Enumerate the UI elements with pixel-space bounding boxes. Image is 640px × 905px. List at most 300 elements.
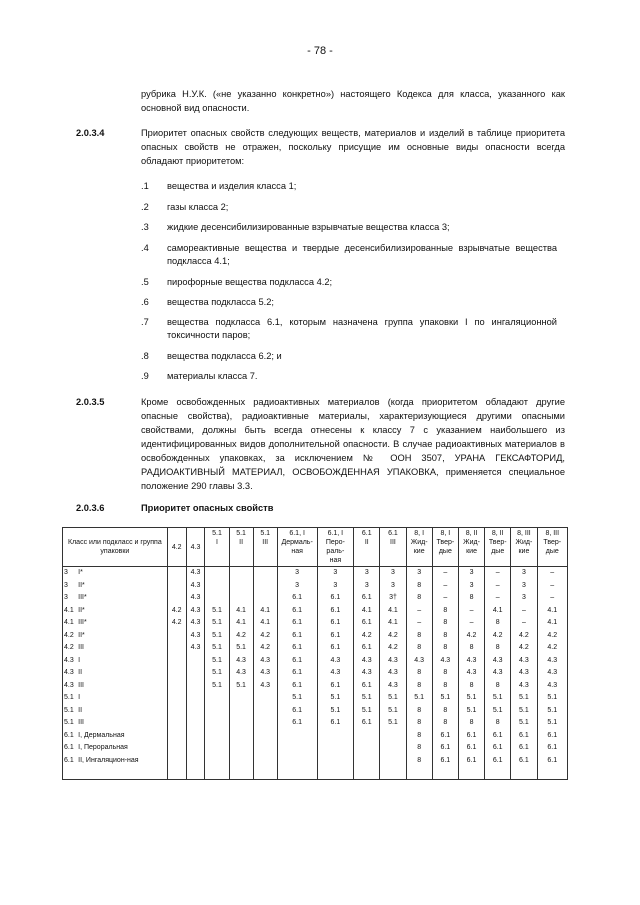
table-cell <box>205 567 229 580</box>
table-cell <box>253 717 277 730</box>
table-cell-group: II* <box>77 605 167 618</box>
table-cell-group: I, Дермальная <box>77 730 167 743</box>
table-column-header: 5.1 II <box>229 528 253 567</box>
list-item-text: вещества подкласса 6.2; и <box>167 351 282 361</box>
table-cell <box>253 592 277 605</box>
table-row <box>63 730 568 743</box>
table-cell: 5.1 <box>205 617 229 630</box>
table-cell <box>167 642 186 655</box>
table-cell <box>354 730 380 743</box>
table-cell: 8 <box>485 642 511 655</box>
table-row <box>63 692 568 705</box>
table-cell <box>167 755 186 780</box>
table-cell: 4.2 <box>511 630 537 643</box>
table-cell: 6.1 <box>317 642 354 655</box>
table-cell: 6.1 <box>537 755 568 780</box>
table-cell-class: 4.3 <box>63 680 78 693</box>
table-cell: 6.1 <box>317 605 354 618</box>
table-cell: 8 <box>485 617 511 630</box>
table-cell <box>186 655 205 668</box>
table-cell: 3 <box>406 567 432 580</box>
table-cell: 6.1 <box>458 742 484 755</box>
table-column-header: 8, II Твер- дые <box>485 528 511 567</box>
table-column-header: 4.2 <box>167 528 186 567</box>
intro-paragraph: рубрика Н.У.К. («не указанно конкретно») настоящего Кодекса для класса, указанного как основной вид опасности. <box>141 89 565 113</box>
table-cell: 6.1 <box>317 680 354 693</box>
table-cell: 5.1 <box>406 692 432 705</box>
table-cell: 6.1 <box>485 730 511 743</box>
table-cell <box>253 705 277 718</box>
table-cell: 3 <box>277 567 317 580</box>
table-row <box>63 705 568 718</box>
table-cell: 5.1 <box>380 705 406 718</box>
table-cell: 6.1 <box>317 617 354 630</box>
table-cell-group: II <box>77 705 167 718</box>
section-2035-text: Кроме освобожденных радиоактивных материалов (когда приоритетом обладают другие опасные свойства), радиоактивные материалы, характеризующиеся другими опасными свойствами, должны быть всегда отнесены к классу 7 с указанием наибольшего из идентифицированных видов дополнительной опасности. В случае радиоактивных материалов в освобожденных упаковках, за исключением № ООН 3507, УРАНА ГЕКСАФТОРИД, РАДИОАКТИВНЫЙ МАТЕРИАЛ, ОСВОБОЖДЕННАЯ УПАКОВКА, применяется специальное положение 290 главы 3.3. <box>141 397 565 491</box>
table-cell: 4.3 <box>186 617 205 630</box>
table-cell: 5.1 <box>458 692 484 705</box>
table-cell: 4.3 <box>380 667 406 680</box>
table-row <box>63 617 568 630</box>
table-cell: 6.1 <box>537 730 568 743</box>
table-cell: 8 <box>458 717 484 730</box>
table-cell <box>229 755 253 780</box>
table-cell: 4.3 <box>253 667 277 680</box>
table-cell: 4.3 <box>186 592 205 605</box>
table-cell: 4.3 <box>380 655 406 668</box>
table-cell: 8 <box>406 642 432 655</box>
table-cell-class: 6.1 <box>63 742 78 755</box>
table-cell <box>317 742 354 755</box>
table-cell: 5.1 <box>537 705 568 718</box>
table-cell <box>186 730 205 743</box>
section-number-2034: 2.0.3.4 <box>76 128 105 138</box>
table-cell: 4.2 <box>537 642 568 655</box>
table-cell: 8 <box>406 667 432 680</box>
table-cell <box>380 755 406 780</box>
table-cell: 4.2 <box>537 630 568 643</box>
table-cell: 3 <box>458 567 484 580</box>
table-header-label: Класс или подкласс и группа упаковки <box>63 528 168 567</box>
table-cell: 5.1 <box>432 692 458 705</box>
table-cell: 4.2 <box>354 630 380 643</box>
table-cell <box>205 742 229 755</box>
list-item-text: вещества и изделия класса 1; <box>167 181 297 191</box>
table-cell: 4.3 <box>511 667 537 680</box>
table-row <box>63 642 568 655</box>
table-cell-class: 5.1 <box>63 717 78 730</box>
table-cell: 4.1 <box>380 617 406 630</box>
table-cell-group: I <box>77 692 167 705</box>
table-cell: 6.1 <box>485 742 511 755</box>
table-cell: 4.2 <box>458 630 484 643</box>
table-cell: 6.1 <box>511 755 537 780</box>
table-cell: 4.2 <box>253 630 277 643</box>
table-cell: 5.1 <box>229 642 253 655</box>
table-cell: 6.1 <box>277 592 317 605</box>
table-cell: – <box>511 617 537 630</box>
table-cell: 8 <box>458 592 484 605</box>
table-cell: 4.3 <box>229 655 253 668</box>
table-cell: 6.1 <box>511 730 537 743</box>
table-cell: – <box>406 605 432 618</box>
page-number: - 78 - <box>307 45 333 57</box>
table-cell <box>205 717 229 730</box>
table-cell: 5.1 <box>537 692 568 705</box>
table-cell: 3 <box>458 580 484 593</box>
table-cell <box>167 705 186 718</box>
table-cell-class: 6.1 <box>63 755 78 780</box>
table-cell: 4.3 <box>317 667 354 680</box>
table-row <box>63 655 568 668</box>
table-cell: 4.3 <box>458 655 484 668</box>
table-cell: 6.1 <box>354 717 380 730</box>
table-cell: 8 <box>406 680 432 693</box>
table-cell-group: II* <box>77 630 167 643</box>
table-cell-class: 4.2 <box>63 630 78 643</box>
table-cell-group: II, Ингаляцион-ная <box>77 755 167 780</box>
table-cell: 4.3 <box>186 580 205 593</box>
table-cell: 5.1 <box>205 605 229 618</box>
table-cell: 4.1 <box>537 617 568 630</box>
table-row <box>63 580 568 593</box>
table-cell: 3 <box>317 567 354 580</box>
table-cell: 8 <box>432 717 458 730</box>
table-row <box>63 592 568 605</box>
table-cell-class: 3 <box>63 567 78 580</box>
table-cell: 5.1 <box>537 717 568 730</box>
table-cell: 5.1 <box>205 667 229 680</box>
table-cell: 5.1 <box>205 630 229 643</box>
table-cell: – <box>458 617 484 630</box>
table-column-header: 8, I Жид- кие <box>406 528 432 567</box>
table-cell: 5.1 <box>511 717 537 730</box>
table-cell: 5.1 <box>205 642 229 655</box>
table-cell: 4.2 <box>380 630 406 643</box>
table-cell <box>186 705 205 718</box>
list-item-text: самореактивные вещества и твердые десенсибилизированные взрывчатые вещества подкласса 4.1; <box>167 243 557 266</box>
table-cell: 5.1 <box>317 705 354 718</box>
priority-table <box>62 527 568 780</box>
table-cell: – <box>485 580 511 593</box>
table-cell <box>277 730 317 743</box>
table-cell: 4.3 <box>485 667 511 680</box>
table-cell <box>167 592 186 605</box>
table-cell: 4.1 <box>229 605 253 618</box>
table-cell: – <box>432 580 458 593</box>
table-cell: 4.3 <box>537 655 568 668</box>
table-cell: 6.1 <box>432 730 458 743</box>
table-cell: 4.1 <box>380 605 406 618</box>
table-cell: 8 <box>432 617 458 630</box>
table-cell <box>186 667 205 680</box>
table-cell <box>317 730 354 743</box>
table-header-row <box>63 528 568 567</box>
table-cell <box>205 692 229 705</box>
table-cell <box>205 730 229 743</box>
table-cell <box>167 630 186 643</box>
table-cell-class: 4.1 <box>63 617 78 630</box>
section-2034-text: Приоритет опасных свойств следующих веществ, материалов и изделий в таблице приоритета опасных свойств не отражен, поскольку присущие им основные виды опасности всегда обладают приоритетом: <box>141 128 565 166</box>
table-cell <box>229 705 253 718</box>
table-cell: 8 <box>406 580 432 593</box>
table-cell: 6.1 <box>458 730 484 743</box>
table-cell: 3 <box>277 580 317 593</box>
table-cell: – <box>432 567 458 580</box>
table-cell: 4.3 <box>317 655 354 668</box>
table-cell: 4.2 <box>253 642 277 655</box>
table-cell-group: I, Пероральная <box>77 742 167 755</box>
table-cell: 4.3 <box>432 655 458 668</box>
list-item-text: вещества подкласса 5.2; <box>167 297 274 307</box>
table-cell: 4.3 <box>186 605 205 618</box>
table-row <box>63 605 568 618</box>
table-cell: 6.1 <box>354 642 380 655</box>
table-cell <box>277 755 317 780</box>
table-cell: 6.1 <box>432 742 458 755</box>
table-cell: 8 <box>458 642 484 655</box>
table-cell <box>253 692 277 705</box>
table-cell: 8 <box>485 680 511 693</box>
table-cell-group: II* <box>77 580 167 593</box>
table-cell: – <box>537 592 568 605</box>
table-cell <box>229 592 253 605</box>
section-2036-heading: Приоритет опасных свойств <box>141 503 274 513</box>
table-cell: 4.3 <box>186 567 205 580</box>
list-item-number: .2 <box>141 202 149 212</box>
table-cell: 3 <box>511 580 537 593</box>
list-item-number: .7 <box>141 317 149 327</box>
table-cell <box>186 680 205 693</box>
table-cell: 6.1 <box>354 680 380 693</box>
table-cell: 8 <box>406 730 432 743</box>
table-cell: 6.1 <box>277 605 317 618</box>
table-row <box>63 742 568 755</box>
table-cell: 8 <box>432 642 458 655</box>
table-row <box>63 717 568 730</box>
table-cell: 4.2 <box>485 630 511 643</box>
table-cell: 5.1 <box>511 692 537 705</box>
table-column-header: 6.1 II <box>354 528 380 567</box>
table-cell: 8 <box>432 667 458 680</box>
table-cell <box>253 730 277 743</box>
table-cell: 6.1 <box>277 717 317 730</box>
table-cell: 4.1 <box>229 617 253 630</box>
table-cell: 6.1 <box>458 755 484 780</box>
table-cell: – <box>537 580 568 593</box>
table-cell-group: III* <box>77 592 167 605</box>
table-cell: 6.1 <box>354 592 380 605</box>
table-cell <box>167 717 186 730</box>
table-cell: 6.1 <box>354 617 380 630</box>
table-cell: 4.3 <box>537 667 568 680</box>
table-cell: – <box>511 605 537 618</box>
table-cell: – <box>537 567 568 580</box>
table-cell <box>186 692 205 705</box>
table-cell: 5.1 <box>317 692 354 705</box>
table-cell <box>253 755 277 780</box>
table-cell <box>354 755 380 780</box>
table-cell <box>253 742 277 755</box>
table-cell: 3 <box>317 580 354 593</box>
list-item-number: .5 <box>141 277 149 287</box>
table-cell: 5.1 <box>354 692 380 705</box>
table-cell-class: 4.3 <box>63 667 78 680</box>
table-cell: 6.1 <box>537 742 568 755</box>
table-cell: 6.1 <box>277 642 317 655</box>
table-cell-group: III <box>77 717 167 730</box>
table-cell: 5.1 <box>205 680 229 693</box>
table-cell: 3† <box>380 592 406 605</box>
table-column-header: 8, II Жид- кие <box>458 528 484 567</box>
table-cell: 4.3 <box>186 642 205 655</box>
table-cell-group: II <box>77 667 167 680</box>
table-cell: – <box>485 567 511 580</box>
table-cell <box>354 742 380 755</box>
table-column-header: 8, III Твер- дые <box>537 528 568 567</box>
list-item-number: .6 <box>141 297 149 307</box>
table-cell <box>229 730 253 743</box>
table-cell <box>317 755 354 780</box>
table-cell <box>229 742 253 755</box>
table-cell: 4.2 <box>380 642 406 655</box>
table-cell <box>167 655 186 668</box>
table-cell: 5.1 <box>229 680 253 693</box>
table-cell: 6.1 <box>511 742 537 755</box>
table-cell: 3 <box>354 567 380 580</box>
table-cell: 4.3 <box>253 655 277 668</box>
table-cell: 5.1 <box>205 655 229 668</box>
list-item-number: .4 <box>141 243 149 253</box>
table-cell <box>205 755 229 780</box>
table-cell: – <box>485 592 511 605</box>
section-number-2036: 2.0.3.6 <box>76 503 105 513</box>
table-cell-class: 3 <box>63 580 78 593</box>
table-cell <box>253 580 277 593</box>
table-cell: 4.3 <box>186 630 205 643</box>
table-cell: 3 <box>511 567 537 580</box>
table-cell-group: I <box>77 655 167 668</box>
table-cell: 4.2 <box>229 630 253 643</box>
table-cell: 5.1 <box>485 705 511 718</box>
table-cell-class: 4.1 <box>63 605 78 618</box>
table-column-header: 8, III Жид- кие <box>511 528 537 567</box>
table-cell-class: 5.1 <box>63 692 78 705</box>
table-cell: 5.1 <box>485 692 511 705</box>
table-cell: 8 <box>432 630 458 643</box>
table-cell: 8 <box>406 755 432 780</box>
table-cell: 8 <box>432 605 458 618</box>
table-cell: 8 <box>458 680 484 693</box>
table-cell <box>167 742 186 755</box>
table-cell <box>253 567 277 580</box>
table-cell <box>277 742 317 755</box>
list-item-text: материалы класса 7. <box>167 371 258 381</box>
table-cell-class: 4.3 <box>63 655 78 668</box>
table-cell-group: III <box>77 680 167 693</box>
table-cell <box>229 567 253 580</box>
table-cell: 3 <box>354 580 380 593</box>
table-row <box>63 680 568 693</box>
table-cell: 4.2 <box>167 605 186 618</box>
table-cell <box>186 755 205 780</box>
list-item-text: жидкие десенсибилизированные взрывчатые вещества класса 3; <box>167 222 450 232</box>
table-cell <box>167 567 186 580</box>
table-cell: – <box>432 592 458 605</box>
table-cell <box>229 692 253 705</box>
section-number-2035: 2.0.3.5 <box>76 397 105 407</box>
table-cell <box>229 580 253 593</box>
table-cell: 8 <box>432 705 458 718</box>
table-cell-group: III <box>77 642 167 655</box>
table-cell: 8 <box>432 680 458 693</box>
table-cell <box>167 667 186 680</box>
table-cell: 4.1 <box>537 605 568 618</box>
table-column-header: 4.3 <box>186 528 205 567</box>
table-cell: 8 <box>406 630 432 643</box>
table-cell: 3 <box>380 580 406 593</box>
table-cell: 4.3 <box>537 680 568 693</box>
list-item-text: пирофорные вещества подкласса 4.2; <box>167 277 333 287</box>
table-cell: 4.3 <box>229 667 253 680</box>
table-cell: 6.1 <box>277 705 317 718</box>
table-column-header: 5.1 I <box>205 528 229 567</box>
table-cell: 4.3 <box>511 655 537 668</box>
table-column-header: 8, I Твер- дые <box>432 528 458 567</box>
table-cell <box>186 742 205 755</box>
table-cell: 6.1 <box>277 680 317 693</box>
table-cell: 4.2 <box>167 617 186 630</box>
table-cell: 6.1 <box>317 592 354 605</box>
table-cell: 4.3 <box>354 655 380 668</box>
table-row <box>63 667 568 680</box>
table-row <box>63 755 568 780</box>
table-cell: 6.1 <box>317 630 354 643</box>
table-cell: 5.1 <box>458 705 484 718</box>
table-cell: 8 <box>485 717 511 730</box>
table-cell: 6.1 <box>432 755 458 780</box>
table-cell: 4.1 <box>253 617 277 630</box>
table-cell: 5.1 <box>380 692 406 705</box>
table-cell: – <box>458 605 484 618</box>
table-cell: 8 <box>406 705 432 718</box>
list-item-number: .3 <box>141 222 149 232</box>
table-cell-class: 4.2 <box>63 642 78 655</box>
list-item-number: .1 <box>141 181 149 191</box>
table-cell: 4.3 <box>380 680 406 693</box>
table-cell: 4.3 <box>253 680 277 693</box>
table-cell: 4.1 <box>354 605 380 618</box>
table-cell: 5.1 <box>277 692 317 705</box>
table-cell: 6.1 <box>277 667 317 680</box>
table-cell <box>167 680 186 693</box>
list-item-number: .8 <box>141 351 149 361</box>
table-column-header: 6.1 III <box>380 528 406 567</box>
table-cell <box>186 717 205 730</box>
table-column-header: 5.1 III <box>253 528 277 567</box>
table-cell: 4.3 <box>354 667 380 680</box>
table-cell: 5.1 <box>380 717 406 730</box>
table-cell: 4.1 <box>485 605 511 618</box>
table-cell <box>167 692 186 705</box>
table-cell: 4.1 <box>253 605 277 618</box>
list-item-text: газы класса 2; <box>167 202 229 212</box>
table-cell: 4.3 <box>406 655 432 668</box>
table-cell <box>205 705 229 718</box>
table-cell: 5.1 <box>511 705 537 718</box>
table-cell-group: III* <box>77 617 167 630</box>
table-cell: 6.1 <box>277 617 317 630</box>
